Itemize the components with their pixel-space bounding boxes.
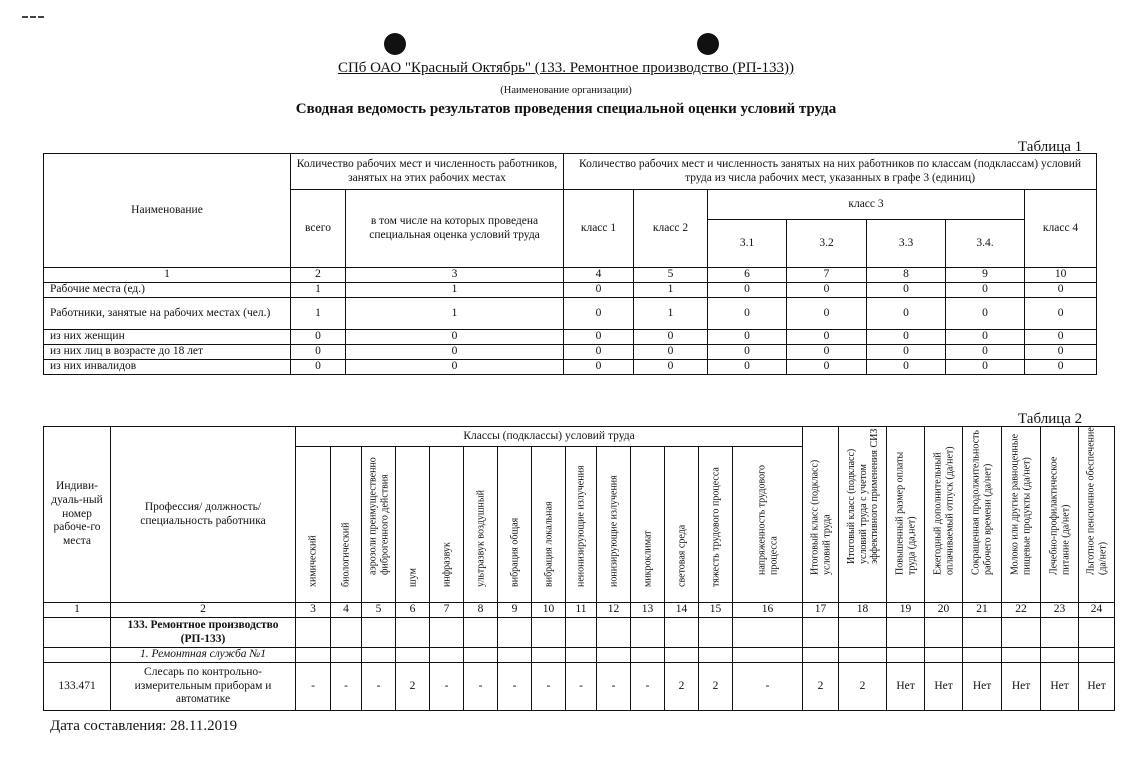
t1-cell: 1 — [634, 283, 708, 298]
t2-factor-header: тяжесть трудового процесса — [709, 466, 721, 587]
t1-row-label: Рабочие места (ед.) — [44, 283, 291, 298]
t2-col-num: 21 — [963, 603, 1002, 618]
t2-extra-header: Повышенный размер оплаты труда (да,нет) — [894, 451, 917, 575]
t2-col-num: 23 — [1041, 603, 1079, 618]
t2-section-row — [44, 618, 1115, 648]
t2-cell: - — [597, 663, 631, 711]
t2-col-num: 19 — [887, 603, 925, 618]
t2-col-num: 14 — [665, 603, 699, 618]
document-title: Сводная ведомость результатов проведения специальной оценки условий труда — [295, 101, 837, 117]
t2-header-profession: Профессия/ должность/ специальность работника — [111, 427, 296, 603]
t1-cell: 0 — [867, 283, 946, 298]
t2-cell: Нет — [1041, 663, 1079, 711]
t2-cell: - — [532, 663, 566, 711]
organization-caption: (Наименование организации) — [500, 85, 632, 96]
t1-cell: 0 — [946, 330, 1025, 345]
t2-cell: 2 — [699, 663, 733, 711]
t2-extra-header: Ежегодный дополнительный оплачиваемый отпуск (да/нет) — [932, 446, 955, 575]
t1-row — [44, 283, 1097, 298]
t1-cell: 0 — [867, 298, 946, 330]
t1-header-class3: класс 3 — [708, 190, 1025, 220]
t1-cell: 1 — [346, 283, 564, 298]
t2-cell: Нет — [887, 663, 925, 711]
t1-row — [44, 330, 1097, 345]
t2-col-num: 12 — [597, 603, 631, 618]
t1-row-label: Работники, занятые на рабочих местах (чел.) — [44, 298, 291, 330]
t2-cell: 2 — [396, 663, 430, 711]
t2-col-num: 24 — [1079, 603, 1115, 618]
t1-cell: 0 — [564, 330, 634, 345]
t1-cell: 0 — [634, 345, 708, 360]
t2-col-num: 5 — [362, 603, 396, 618]
t2-extra-header: Итоговый класс (подкласс) условий труда с учетом эффективного применения СИЗ — [845, 428, 880, 564]
t1-row — [44, 298, 1097, 330]
t2-col-num: 4 — [331, 603, 362, 618]
t2-factor-header: шум — [406, 567, 418, 587]
t1-row-label: из них инвалидов — [44, 360, 291, 375]
t2-cell: 2 — [803, 663, 839, 711]
t2-factor-header: ультразвук воздушный — [474, 489, 486, 587]
t1-cell: 0 — [291, 345, 346, 360]
t2-extra-header: Итоговый класс (подкласс) условий труда — [809, 459, 832, 575]
t2-section-title: 133. Ремонтное производство (РП-133) — [111, 618, 296, 648]
t1-cell: 0 — [787, 360, 867, 375]
t1-col-num: 2 — [291, 268, 346, 283]
t2-extra-header: Льготное пенсионное обеспечение (да/нет) — [1085, 427, 1108, 575]
t1-cell: 0 — [1025, 298, 1097, 330]
t1-cell: 0 — [346, 345, 564, 360]
scan-mark — [22, 16, 44, 20]
t1-cell: 0 — [867, 345, 946, 360]
t1-cell: 0 — [867, 330, 946, 345]
t2-factor-header: ионизирующие излучения — [607, 474, 619, 587]
t1-cell: 0 — [946, 283, 1025, 298]
t1-header-3-3: 3.3 — [867, 220, 946, 268]
t1-header-workplaces: Количество рабочих мест и численность работников, занятых на этих рабочих местах — [291, 154, 564, 190]
t2-extra-header: Сокращенная продолжительность рабочего времени (да/нет) — [970, 430, 994, 575]
t2-subsection-row — [44, 648, 1115, 663]
t2-cell: - — [331, 663, 362, 711]
t1-col-num: 7 — [787, 268, 867, 283]
t1-cell: 0 — [346, 330, 564, 345]
t1-cell: 0 — [787, 298, 867, 330]
t1-header-total: всего — [291, 190, 346, 268]
t2-col-num: 17 — [803, 603, 839, 618]
t1-cell: 0 — [564, 345, 634, 360]
t2-cell: Нет — [1002, 663, 1041, 711]
t2-col-num: 10 — [532, 603, 566, 618]
t2-factor-header: световая среда — [675, 524, 687, 587]
t2-col-num: 16 — [733, 603, 803, 618]
table2 — [43, 426, 1115, 711]
t2-factor-header: химический — [307, 534, 319, 587]
t1-header-class4: класс 4 — [1025, 190, 1097, 268]
t1-cell: 0 — [946, 345, 1025, 360]
t2-cell: - — [464, 663, 498, 711]
t1-row — [44, 345, 1097, 360]
t2-header-id: Индиви-дуаль-ный номер рабоче-го места — [44, 427, 111, 603]
t1-cell: 0 — [708, 360, 787, 375]
t1-cell: 0 — [1025, 330, 1097, 345]
t1-cell: 0 — [1025, 345, 1097, 360]
t1-cell: 0 — [1025, 283, 1097, 298]
t2-col-num: 2 — [111, 603, 296, 618]
t1-header-class1: класс 1 — [564, 190, 634, 268]
t2-factor-header: напряженность трудового процесса — [756, 465, 779, 575]
t1-col-num: 4 — [564, 268, 634, 283]
punch-hole-left — [384, 33, 406, 55]
t1-cell: 0 — [946, 360, 1025, 375]
t1-col-num: 10 — [1025, 268, 1097, 283]
t1-cell: 0 — [787, 330, 867, 345]
t2-factor-header: биологический — [340, 522, 352, 587]
t1-cell: 0 — [346, 360, 564, 375]
t2-col-num: 8 — [464, 603, 498, 618]
t1-col-num: 3 — [346, 268, 564, 283]
t1-cell: 0 — [708, 330, 787, 345]
t2-cell: - — [362, 663, 396, 711]
t1-col-num: 6 — [708, 268, 787, 283]
t1-col-num: 5 — [634, 268, 708, 283]
t2-workplace-id: 133.471 — [44, 663, 111, 711]
t1-cell: 0 — [946, 298, 1025, 330]
table2-label: Таблица 2 — [1018, 411, 1083, 427]
t2-col-num: 13 — [631, 603, 665, 618]
t2-col-num: 1 — [44, 603, 111, 618]
t2-factor-header: неионизирующие излучения — [575, 464, 587, 587]
t1-cell: 0 — [787, 283, 867, 298]
t2-col-num: 3 — [296, 603, 331, 618]
t1-col-num: 8 — [867, 268, 946, 283]
t1-cell: 0 — [708, 283, 787, 298]
t1-cell: 0 — [564, 298, 634, 330]
t1-cell: 0 — [1025, 360, 1097, 375]
t2-col-num: 18 — [839, 603, 887, 618]
table1-label: Таблица 1 — [1018, 139, 1083, 155]
t2-factor-header: аэрозоли преимущественно фиброгенного действия — [367, 457, 390, 575]
t2-factor-header: вибрация общая — [508, 517, 520, 587]
t1-cell: 0 — [708, 345, 787, 360]
table1 — [43, 153, 1097, 375]
t1-cell: 1 — [291, 298, 346, 330]
t2-cell: - — [566, 663, 597, 711]
t2-cell: - — [498, 663, 532, 711]
t2-cell: Нет — [925, 663, 963, 711]
t2-factor-header: микроклимат — [641, 529, 653, 587]
t1-cell: 1 — [346, 298, 564, 330]
t2-factor-header: инфразвук — [440, 541, 452, 587]
t2-col-numbers — [44, 603, 1115, 618]
t1-header-name: Наименование — [44, 154, 291, 268]
t1-cell: 1 — [634, 298, 708, 330]
t2-col-num: 9 — [498, 603, 532, 618]
t1-col-num: 9 — [946, 268, 1025, 283]
punch-hole-right — [697, 33, 719, 55]
t1-row-label: из них лиц в возрасте до 18 лет — [44, 345, 291, 360]
t2-col-num: 7 — [430, 603, 464, 618]
t2-data-row — [44, 663, 1115, 711]
t2-extra-header: Молоко или другие равноценные пищевые продукты (да/нет) — [1009, 433, 1033, 575]
t2-cell: Нет — [1079, 663, 1115, 711]
t1-cell: 0 — [708, 298, 787, 330]
t1-cell: 0 — [634, 330, 708, 345]
t1-cell: 0 — [564, 360, 634, 375]
t1-col-num: 1 — [44, 268, 291, 283]
t2-col-num: 20 — [925, 603, 963, 618]
compilation-date: Дата составления: 28.11.2019 — [50, 718, 238, 734]
t1-cell: 1 — [291, 283, 346, 298]
t1-row — [44, 360, 1097, 375]
t2-col-num: 22 — [1002, 603, 1041, 618]
t1-header-3-1: 3.1 — [708, 220, 787, 268]
t1-cell: 0 — [291, 360, 346, 375]
t2-col-num: 11 — [566, 603, 597, 618]
t1-header-3-4: 3.4. — [946, 220, 1025, 268]
t1-header-3-2: 3.2 — [787, 220, 867, 268]
t2-col-num: 15 — [699, 603, 733, 618]
t2-cell: - — [296, 663, 331, 711]
t2-subsection-title: 1. Ремонтная служба №1 — [111, 648, 296, 663]
organization-name: СПб ОАО "Красный Октябрь" (133. Ремонтное производство (РП-133)) — [337, 60, 795, 76]
t1-header-class2: класс 2 — [634, 190, 708, 268]
t2-factor-header: вибрация локальная — [542, 500, 554, 587]
t1-cell: 0 — [787, 345, 867, 360]
t2-extra-header: Лечебно-профилактическое питание (да/нет) — [1048, 456, 1071, 575]
t2-cell: - — [733, 663, 803, 711]
t1-header-assessed: в том числе на которых проведена специальная оценка условий труда — [346, 190, 564, 268]
t2-cell: Нет — [963, 663, 1002, 711]
t1-header-by-class: Количество рабочих мест и численность занятых на них работников по классам (подклассам) условий труда из числа рабочих мест, указанных в графе 3 (единиц) — [564, 154, 1097, 190]
t1-cell: 0 — [867, 360, 946, 375]
t1-cell: 0 — [564, 283, 634, 298]
t2-cell: 2 — [665, 663, 699, 711]
t1-cell: 0 — [634, 360, 708, 375]
t1-row-label: из них женщин — [44, 330, 291, 345]
t2-cell: 2 — [839, 663, 887, 711]
t1-col-numbers — [44, 268, 1097, 283]
t2-cell: - — [430, 663, 464, 711]
t2-cell: - — [631, 663, 665, 711]
t2-profession: Слесарь по контрольно-измерительным приборам и автоматике — [111, 663, 296, 711]
t2-col-num: 6 — [396, 603, 430, 618]
t1-cell: 0 — [291, 330, 346, 345]
t2-header-classes: Классы (подклассы) условий труда — [296, 427, 803, 447]
